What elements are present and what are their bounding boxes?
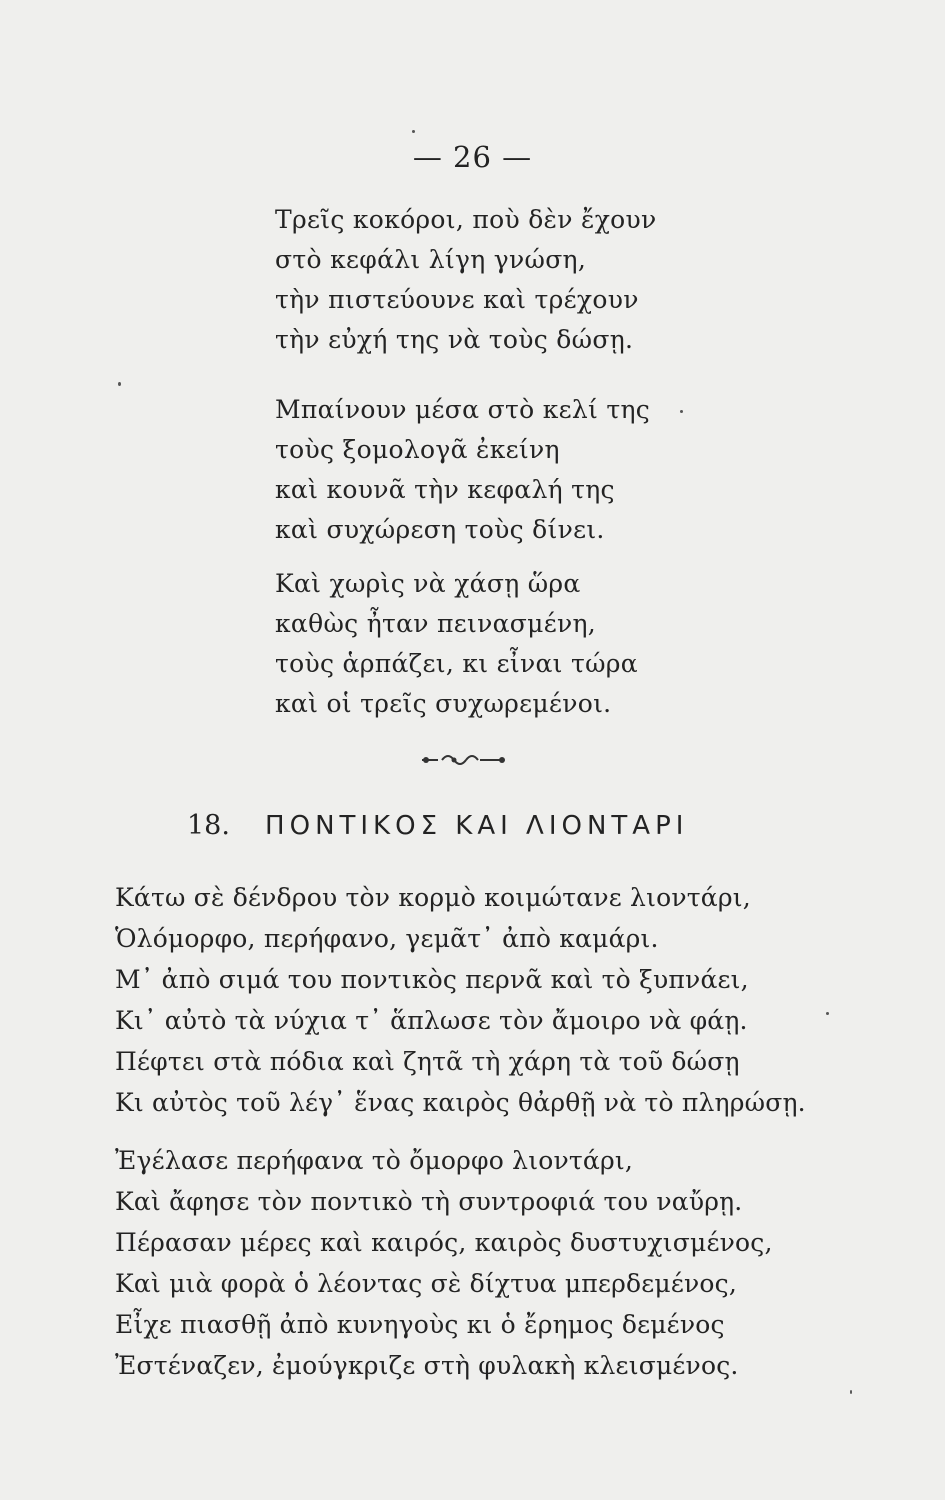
stanza-1	[275, 200, 657, 360]
verse-line: Καὶ μιὰ φορὰ ὁ λέοντας σὲ δίχτυα μπερδεμένος,	[115, 1269, 737, 1298]
verse-line: στὸ κεφάλι λίγη γνώση,	[275, 245, 587, 274]
paper-speck	[412, 130, 415, 133]
fable-heading	[187, 810, 688, 841]
verse-line: Ἐστέναζεν, ἐμούγκριζε στὴ φυλακὴ κλεισμένος.	[115, 1351, 739, 1380]
verse-line: καὶ οἱ τρεῖς συχωρεμένοι.	[275, 689, 612, 718]
fable-stanza-2	[115, 1140, 773, 1386]
paper-speck	[118, 382, 121, 386]
ornament-divider-icon	[420, 750, 510, 774]
verse-line: τὴν εὐχή της νὰ τοὺς δώσῃ.	[275, 325, 634, 354]
verse-line: Κι᾽ αὐτὸ τὰ νύχια τ᾽ ἅπλωσε τὸν ἄμοιρο νὰ φάῃ.	[115, 1006, 748, 1035]
verse-line: Ἐγέλασε περήφανα τὸ ὄμορφο λιοντάρι,	[115, 1146, 634, 1175]
fable-stanza-1	[115, 877, 806, 1123]
verse-line: καθὼς ἦταν πεινασμένη,	[275, 609, 596, 638]
fable-number: 18.	[187, 810, 230, 841]
verse-line: Τρεῖς κοκόροι, ποὺ δὲν ἔχουν	[275, 205, 657, 234]
verse-line: τοὺς ξομολογᾶ ἐκείνη	[275, 435, 560, 464]
verse-line: Καὶ ἄφησε τὸν ποντικὸ τὴ συντροφιά του ναὔρῃ.	[115, 1187, 743, 1216]
verse-line: Πέφτει στὰ πόδια καὶ ζητᾶ τὴ χάρη τὰ τοῦ δώσῃ	[115, 1047, 740, 1076]
verse-line: καὶ κουνᾶ τὴν κεφαλή της	[275, 475, 615, 504]
verse-line: τὴν πιστεύουνε καὶ τρέχουν	[275, 285, 639, 314]
fable-title: ΠΟΝΤΙΚΟΣ ΚΑΙ ΛΙΟΝΤΑΡΙ	[265, 811, 689, 841]
verse-line: Κι αὐτὸς τοῦ λέγ᾽ ἕνας καιρὸς θἀρθῇ νὰ τὸ πληρώσῃ.	[115, 1088, 806, 1117]
verse-line: Καὶ χωρὶς νὰ χάσῃ ὥρα	[275, 569, 581, 598]
verse-line: Μπαίνουν μέσα στὸ κελί της	[275, 395, 651, 424]
paper-speck	[826, 1012, 829, 1015]
verse-line: Εἶχε πιασθῇ ἀπὸ κυνηγοὺς κι ὁ ἔρημος δεμένος	[115, 1310, 725, 1339]
stanza-3	[275, 564, 638, 724]
paper-speck	[680, 410, 683, 413]
stanza-2	[275, 390, 650, 550]
verse-line: Πέρασαν μέρες καὶ καιρός, καιρὸς δυστυχισμένος,	[115, 1228, 773, 1257]
verse-line: καὶ συχώρεση τοὺς δίνει.	[275, 515, 605, 544]
verse-line: Μ᾽ ἀπὸ σιμά του ποντικὸς περνᾶ καὶ τὸ ξυπνάει,	[115, 965, 749, 994]
verse-line: Κάτω σὲ δένδρου τὸν κορμὸ κοιμώτανε λιοντάρι,	[115, 883, 751, 912]
paper-speck	[850, 1390, 852, 1394]
page-number: — 26 —	[412, 140, 533, 174]
verse-line: τοὺς ἁρπάζει, κι εἶναι τώρα	[275, 649, 638, 678]
verse-line: Ὁλόμορφο, περήφανο, γεμᾶτ᾽ ἀπὸ καμάρι.	[115, 924, 659, 953]
